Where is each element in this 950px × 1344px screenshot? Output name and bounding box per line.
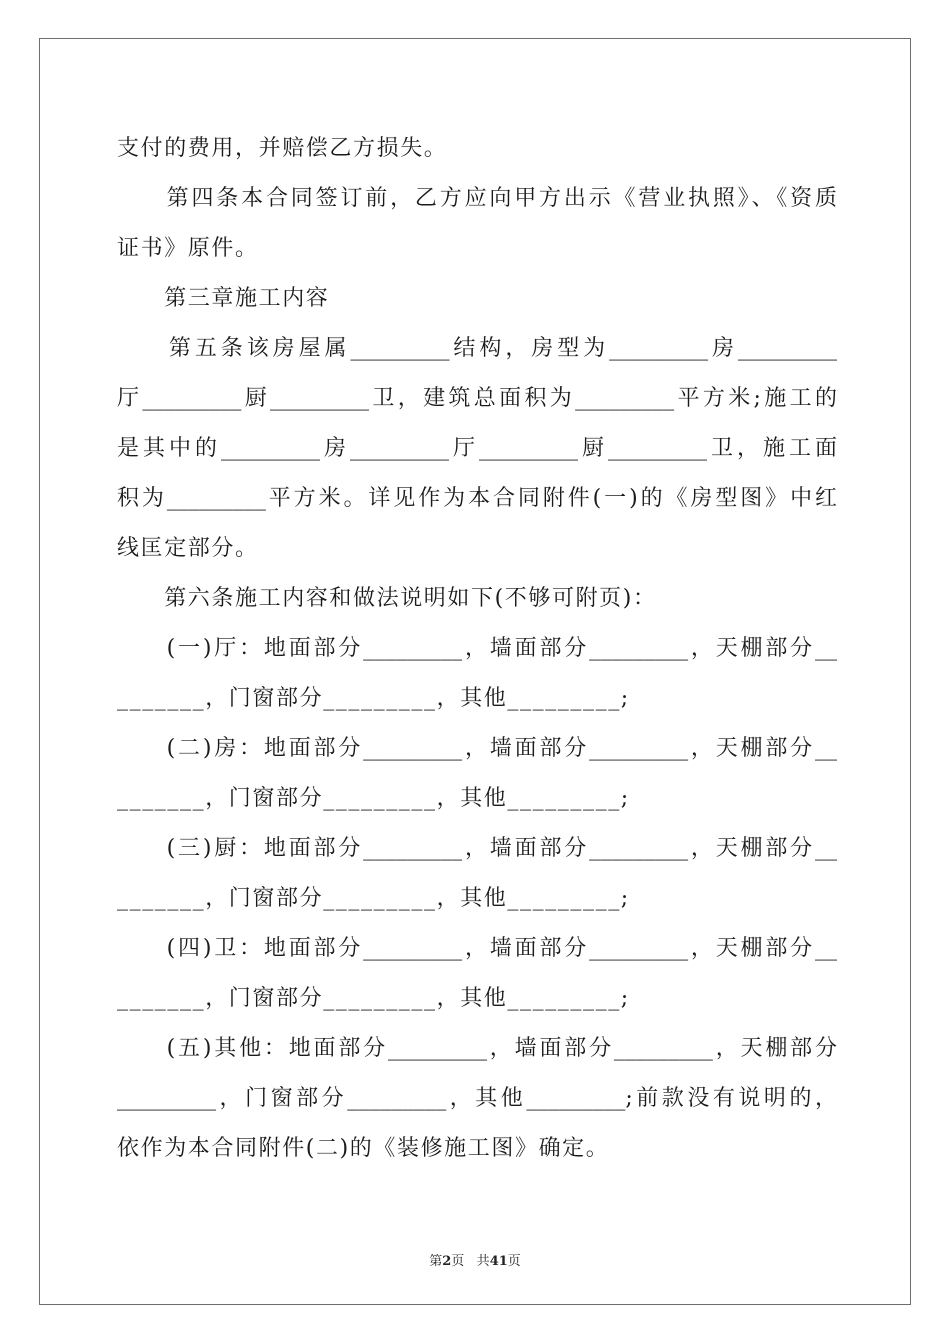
text-line: (一)厅：地面部分_________，墙面部分_________，天棚部分__ xyxy=(117,636,837,661)
page-footer xyxy=(0,1250,950,1269)
total-pages: 41 xyxy=(489,1254,508,1269)
text-line: (五)其他：地面部分_________，墙面部分_________，天棚部分 xyxy=(117,1036,837,1061)
page-number: 2 xyxy=(442,1254,452,1269)
text-line: 第四条本合同签订前，乙方应向甲方出示《营业执照》、《资质 xyxy=(117,186,837,211)
page-suffix: 页 xyxy=(451,1254,465,1269)
text-line: _________，门窗部分_________，其他_________;前款没有说明的， xyxy=(117,1086,837,1111)
chapter-heading: 第三章施工内容 xyxy=(117,286,330,311)
text-line: _______，门窗部分_________，其他_________; xyxy=(117,786,630,811)
page-prefix: 第 xyxy=(429,1254,443,1269)
total-suffix: 页 xyxy=(507,1254,521,1269)
text-line: _______，门窗部分_________，其他_________; xyxy=(117,986,630,1011)
text-line: 支付的费用，并赔偿乙方损失。 xyxy=(117,136,448,161)
text-line: 是其中的_________房_________厅_________厨_________卫，施工面 xyxy=(117,436,837,461)
text-line: 积为_________平方米。详见作为本合同附件(一)的《房型图》中红 xyxy=(117,486,837,511)
text-line: _______，门窗部分_________，其他_________; xyxy=(117,886,630,911)
text-line: 依作为本合同附件(二)的《装修施工图》确定。 xyxy=(117,1136,610,1161)
text-line: (三)厨：地面部分_________，墙面部分_________，天棚部分__ xyxy=(117,836,837,861)
text-line: 第六条施工内容和做法说明如下(不够可附页)： xyxy=(117,586,657,611)
text-line: (四)卫：地面部分_________，墙面部分_________，天棚部分__ xyxy=(117,936,837,961)
text-line: 厅_________厨_________卫，建筑总面积为_________平方米;施工的 xyxy=(117,386,837,411)
text-line: _______，门窗部分_________，其他_________; xyxy=(117,686,630,711)
text-line: 第五条该房屋属_________结构，房型为_________房_________ xyxy=(117,336,837,361)
total-prefix: 共 xyxy=(476,1254,490,1269)
text-line: (二)房：地面部分_________，墙面部分_________，天棚部分__ xyxy=(117,736,837,761)
text-line: 线匡定部分。 xyxy=(117,536,259,561)
text-line: 证书》原件。 xyxy=(117,236,259,261)
